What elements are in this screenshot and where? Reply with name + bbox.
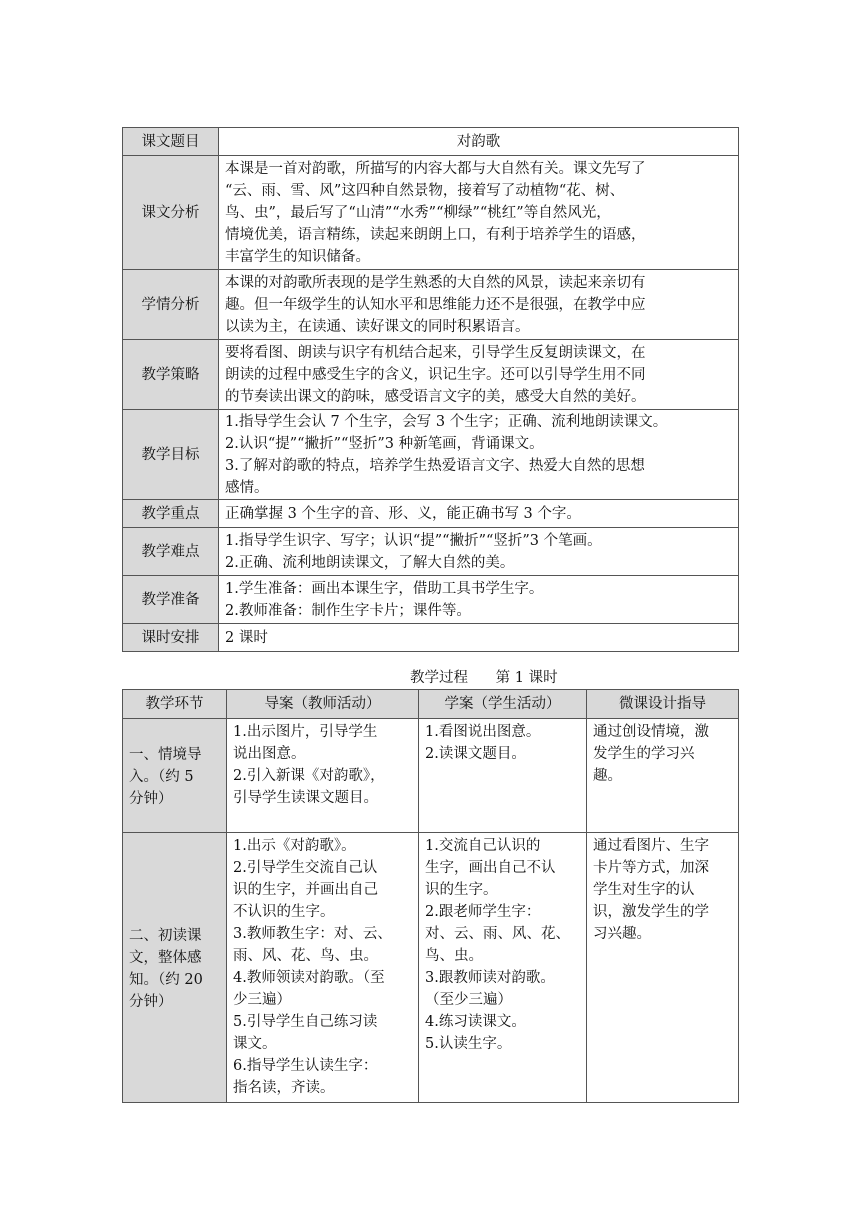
teaching-process-table bbox=[122, 689, 739, 1103]
info-content bbox=[219, 528, 739, 576]
info-text-line: 3.了解对韵歌的特点，培养学生热爱语言文字、热爱大自然的思想 bbox=[225, 457, 645, 474]
process-text-line: 5.引导学生自己练习读 bbox=[233, 1014, 378, 1030]
info-content bbox=[219, 156, 739, 270]
process-cell-guide bbox=[587, 719, 739, 833]
info-text-line: 2.教师准备：制作生字卡片；课件等。 bbox=[225, 602, 471, 619]
info-label: 学情分析 bbox=[123, 270, 219, 340]
process-text-line: 2.引入新课《对韵歌》， bbox=[233, 768, 385, 784]
process-text-line: 1.交流自己认识的 bbox=[425, 838, 541, 854]
info-content bbox=[219, 576, 739, 624]
process-text-line: 6.指导学生认读生字： bbox=[233, 1058, 378, 1074]
process-text-line: 2.读课文题目。 bbox=[425, 746, 526, 762]
process-text-line: 对、云、雨、风、花、 bbox=[425, 926, 570, 942]
lesson-info-table bbox=[122, 127, 739, 652]
process-text-line: 4.练习读课文。 bbox=[425, 1014, 526, 1030]
process-text-line: 引导学生读课文题目。 bbox=[233, 790, 378, 806]
process-text-line: 入。（约 5 bbox=[129, 768, 194, 785]
info-text-line: 感情。 bbox=[225, 479, 269, 496]
info-text-line: 2.认识“提”“撇折”“竖折”3 种新笔画，背诵课文。 bbox=[225, 435, 544, 452]
info-content bbox=[219, 410, 739, 500]
info-text-line: 要将看图、朗读与识字有机结合起来，引导学生反复朗读课文，在 bbox=[225, 344, 646, 361]
info-label: 教学重点 bbox=[123, 500, 219, 528]
info-text-line: 本课是一首对韵歌，所描写的内容大都与大自然有关。课文先写了 bbox=[225, 160, 646, 177]
process-text-line: 鸟、虫。 bbox=[425, 948, 483, 964]
info-text-line: 的节奏读出课文的韵味，感受语言文字的美，感受大自然的美好。 bbox=[225, 388, 646, 405]
info-row-learner-analysis bbox=[123, 270, 739, 340]
info-content bbox=[219, 624, 739, 652]
process-text-line: 指名读，齐读。 bbox=[233, 1080, 335, 1096]
process-text-line: 学生对生字的认 bbox=[593, 882, 695, 898]
process-row bbox=[123, 719, 739, 833]
info-row-schedule bbox=[123, 624, 739, 652]
process-cell-student bbox=[419, 833, 587, 1103]
info-text-line: 情境优美，语言精练，读起来朗朗上口，有利于培养学生的语感， bbox=[225, 226, 646, 243]
process-text-line: 不认识的生字。 bbox=[233, 904, 335, 920]
info-content bbox=[219, 270, 739, 340]
process-text-line: 生字，画出自己不认 bbox=[425, 860, 556, 876]
process-text-line: 识，激发学生的学 bbox=[593, 904, 709, 920]
process-text-line: 1.出示图片，引导学生 bbox=[233, 724, 378, 740]
process-text-line: 通过看图片、生字 bbox=[593, 838, 709, 854]
process-text-line: 识的生字，并画出自己 bbox=[233, 882, 378, 898]
info-content bbox=[219, 128, 739, 156]
info-row-key-points bbox=[123, 500, 739, 528]
process-text-line: 知。（约 20 bbox=[129, 971, 203, 988]
process-cell-teacher bbox=[227, 719, 419, 833]
info-row-objectives bbox=[123, 410, 739, 500]
info-text-line: 丰富学生的知识储备。 bbox=[225, 248, 370, 265]
info-label: 课文题目 bbox=[123, 128, 219, 156]
info-label: 教学目标 bbox=[123, 410, 219, 500]
info-row-difficulties bbox=[123, 528, 739, 576]
info-text-line: 1.学生准备：画出本课生字，借助工具书学生字。 bbox=[225, 580, 544, 597]
info-text-line: 正确掌握 3 个生字的音、形、义，能正确书写 3 个字。 bbox=[225, 505, 581, 522]
process-text-line: 3.教师教生字：对、云、 bbox=[233, 926, 392, 942]
process-text-line: 2.引导学生交流自己认 bbox=[233, 860, 378, 876]
header-micro-lesson-guide: 微课设计指导 bbox=[587, 690, 739, 719]
process-cell-guide bbox=[587, 833, 739, 1103]
process-text-line: 说出图意。 bbox=[233, 746, 306, 762]
process-text-line: 5.认读生字。 bbox=[425, 1036, 512, 1052]
info-label: 教学策略 bbox=[123, 340, 219, 410]
info-label: 课文分析 bbox=[123, 156, 219, 270]
process-text-line: 卡片等方式，加深 bbox=[593, 860, 709, 876]
info-row-text-analysis bbox=[123, 156, 739, 270]
info-text-line: 1.指导学生会认 7 个生字，会写 3 个生字；正确、流利地朗读课文。 bbox=[225, 413, 668, 430]
info-text-line: 以读为主，在读通、读好课文的同时积累语言。 bbox=[225, 318, 530, 335]
info-row-title bbox=[123, 128, 739, 156]
process-text-line: 二、初读课 bbox=[129, 927, 202, 944]
info-label: 教学准备 bbox=[123, 576, 219, 624]
process-text-line: 1.看图说出图意。 bbox=[425, 724, 541, 740]
info-label: 课时安排 bbox=[123, 624, 219, 652]
header-teacher-activity: 导案（教师活动） bbox=[227, 690, 419, 719]
info-content bbox=[219, 340, 739, 410]
process-text-line: 趣。 bbox=[593, 768, 622, 784]
process-text-line: 文，整体感 bbox=[129, 949, 202, 966]
info-text-line: “云、雨、雪、风”这四种自然景物，接着写了动植物“花、树、 bbox=[225, 182, 625, 199]
process-text-line: （至少三遍） bbox=[425, 992, 512, 1008]
info-text-line: 2 课时 bbox=[225, 629, 268, 646]
process-text-line: 分钟） bbox=[129, 993, 173, 1010]
process-text-line: 1.出示《对韵歌》。 bbox=[233, 838, 356, 854]
info-text-line: 朗读的过程中感受生字的含义，识记生字。还可以引导学生用不同 bbox=[225, 366, 646, 383]
info-content bbox=[219, 500, 739, 528]
process-text-line: 发学生的学习兴 bbox=[593, 746, 695, 762]
info-row-preparation bbox=[123, 576, 739, 624]
info-label: 教学难点 bbox=[123, 528, 219, 576]
process-cell-student bbox=[419, 719, 587, 833]
process-text-line: 4.教师领读对韵歌。（至 bbox=[233, 970, 385, 986]
process-text-line: 习兴趣。 bbox=[593, 926, 651, 942]
info-text-line: 2.正确、流利地朗读课文，了解大自然的美。 bbox=[225, 554, 515, 571]
info-text-line: 本课的对韵歌所表现的是学生熟悉的大自然的风景，读起来亲切有 bbox=[225, 274, 646, 291]
info-text-line: 趣。但一年级学生的认知水平和思维能力还不是很强，在教学中应 bbox=[225, 296, 646, 313]
header-stage: 教学环节 bbox=[123, 690, 227, 719]
process-cell-stage bbox=[123, 833, 227, 1103]
process-cell-teacher bbox=[227, 833, 419, 1103]
process-text-line: 一、情境导 bbox=[129, 746, 202, 763]
info-text-line: 鸟、虫”，最后写了“山清”“水秀”“柳绿”“桃红”等自然风光， bbox=[225, 204, 611, 221]
process-text-line: 通过创设情境，激 bbox=[593, 724, 709, 740]
teaching-process-caption: 教学过程 第 1 课时 bbox=[410, 670, 558, 686]
process-text-line: 少三遍） bbox=[233, 992, 291, 1008]
process-text-line: 3.跟教师读对韵歌。 bbox=[425, 970, 555, 986]
process-header-row bbox=[123, 690, 739, 719]
process-text-line: 识的生字。 bbox=[425, 882, 498, 898]
process-text-line: 课文。 bbox=[233, 1036, 277, 1052]
process-text-line: 雨、风、花、鸟、虫。 bbox=[233, 948, 378, 964]
process-row bbox=[123, 833, 739, 1103]
process-cell-stage bbox=[123, 719, 227, 833]
header-student-activity: 学案（学生活动） bbox=[419, 690, 587, 719]
info-text-line: 对韵歌 bbox=[456, 133, 501, 150]
info-row-strategy bbox=[123, 340, 739, 410]
info-text-line: 1.指导学生识字、写字；认识“提”“撇折”“竖折”3 个笔画。 bbox=[225, 532, 602, 549]
process-text-line: 分钟） bbox=[129, 790, 173, 807]
process-text-line: 2.跟老师学生字： bbox=[425, 904, 541, 920]
